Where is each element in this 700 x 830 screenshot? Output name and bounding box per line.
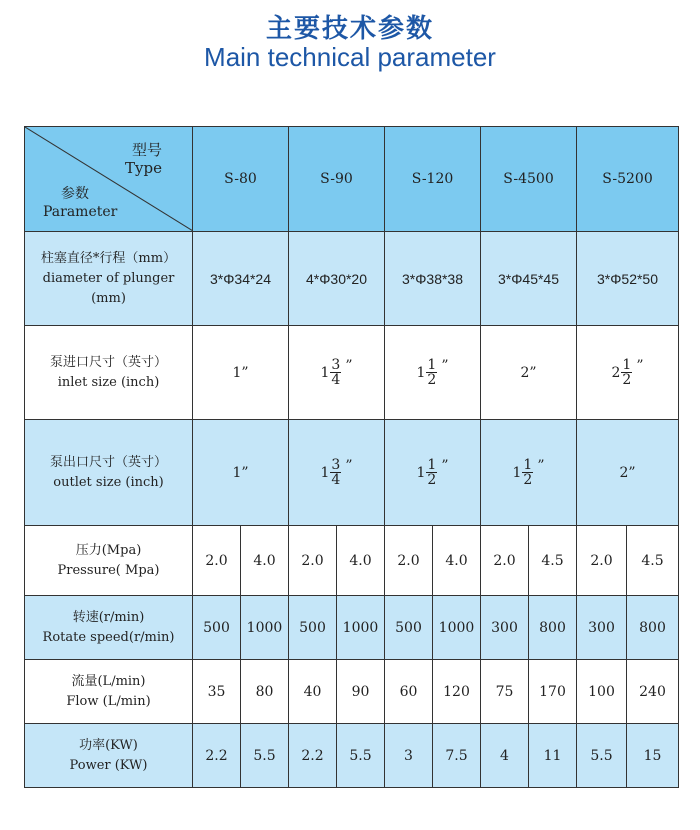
speed-label-en: Rotate speed(r/min) [42, 629, 175, 645]
model-header: S-90 [289, 127, 385, 232]
flow-label-cn: 流量(L/min) [71, 673, 146, 689]
speed-value: 500 [289, 596, 337, 660]
fraction-numerator: 1 [427, 457, 437, 473]
fraction-whole: 1 [416, 464, 426, 481]
type-label [125, 141, 162, 177]
fraction-stack [621, 358, 632, 387]
power-value: 5.5 [577, 724, 627, 788]
size-text: 2” [520, 364, 537, 381]
pressure-label [25, 526, 193, 596]
fraction-denominator: 2 [523, 472, 533, 488]
speed-label [25, 596, 193, 660]
type-label-cn: 型号 [131, 141, 162, 159]
speed-row [25, 596, 679, 660]
model-header: S-120 [385, 127, 481, 232]
plunger-value: 3*Φ34*24 [193, 232, 289, 326]
speed-value: 1000 [241, 596, 289, 660]
parameter-label-cn: 参数 [61, 186, 89, 202]
power-label-en: Power (KW) [69, 757, 148, 773]
size-text: 2” [619, 464, 636, 481]
flow-value: 75 [481, 660, 529, 724]
size-fraction [611, 358, 643, 387]
plunger-label-en: diameter of plunger (mm) [42, 270, 175, 306]
pressure-label-cn: 压力(Mpa) [75, 542, 142, 558]
inch-mark: ” [345, 458, 353, 474]
speed-value: 300 [577, 596, 627, 660]
speed-value: 500 [385, 596, 433, 660]
flow-value: 120 [433, 660, 481, 724]
flow-label-en: Flow (L/min) [66, 693, 151, 709]
fraction-denominator: 2 [427, 372, 437, 388]
inlet-value [193, 326, 289, 420]
model-header: S-80 [193, 127, 289, 232]
flow-row [25, 660, 679, 724]
outlet-label-cn: 泵出口尺寸（英寸） [49, 454, 167, 470]
size-fraction [320, 458, 352, 487]
fraction-denominator: 4 [331, 372, 341, 388]
fraction-numerator: 1 [523, 457, 533, 473]
fraction-stack [330, 458, 341, 487]
fraction-denominator: 4 [331, 472, 341, 488]
flow-value: 170 [529, 660, 577, 724]
outlet-value [385, 420, 481, 526]
power-value: 5.5 [337, 724, 385, 788]
power-value: 11 [529, 724, 577, 788]
outlet-value [577, 420, 679, 526]
fraction-stack [330, 358, 341, 387]
size-fraction [320, 358, 352, 387]
inlet-value [577, 326, 679, 420]
plunger-row [25, 232, 679, 326]
flow-value: 90 [337, 660, 385, 724]
inch-mark: ” [537, 458, 545, 474]
inch-mark: ” [441, 458, 449, 474]
pressure-value: 2.0 [193, 526, 241, 596]
power-value: 5.5 [241, 724, 289, 788]
model-header: S-5200 [577, 127, 679, 232]
pressure-row [25, 526, 679, 596]
inlet-row [25, 326, 679, 420]
power-value: 2.2 [289, 724, 337, 788]
header-row [25, 127, 679, 232]
inch-mark: ” [636, 358, 644, 374]
outlet-value [193, 420, 289, 526]
size-text: 1” [232, 464, 249, 481]
outlet-value [481, 420, 577, 526]
power-value: 4 [481, 724, 529, 788]
fraction-denominator: 2 [622, 372, 632, 388]
outlet-label-en: outlet size (inch) [53, 474, 164, 490]
size-fraction [416, 358, 448, 387]
pressure-value: 4.0 [241, 526, 289, 596]
fraction-stack [522, 458, 533, 487]
page-title-cn: 主要技术参数 [265, 14, 434, 44]
inlet-label-en: inlet size (inch) [57, 374, 160, 390]
outlet-row [25, 420, 679, 526]
plunger-value: 3*Φ52*50 [577, 232, 679, 326]
inlet-value [481, 326, 577, 420]
inlet-value [385, 326, 481, 420]
size-fraction [512, 458, 544, 487]
pressure-value: 2.0 [385, 526, 433, 596]
fraction-denominator: 2 [427, 472, 437, 488]
plunger-label [25, 232, 193, 326]
inlet-label-cn: 泵进口尺寸（英寸） [49, 354, 167, 370]
pressure-value: 4.5 [627, 526, 679, 596]
pressure-value: 4.5 [529, 526, 577, 596]
pressure-value: 4.0 [337, 526, 385, 596]
flow-value: 35 [193, 660, 241, 724]
inlet-value [289, 326, 385, 420]
speed-value: 1000 [337, 596, 385, 660]
power-label-cn: 功率(KW) [79, 737, 138, 753]
pressure-value: 4.0 [433, 526, 481, 596]
pressure-value: 2.0 [577, 526, 627, 596]
parameter-label-en: Parameter [43, 204, 118, 220]
speed-value: 300 [481, 596, 529, 660]
inlet-label [25, 326, 193, 420]
pressure-value: 2.0 [481, 526, 529, 596]
fraction-stack [426, 458, 437, 487]
speed-value: 500 [193, 596, 241, 660]
plunger-label-cn: 柱塞直径*行程（mm） [40, 250, 177, 266]
flow-label [25, 660, 193, 724]
plunger-value: 3*Φ45*45 [481, 232, 577, 326]
speed-value: 800 [627, 596, 679, 660]
power-label [25, 724, 193, 788]
flow-value: 60 [385, 660, 433, 724]
power-value: 3 [385, 724, 433, 788]
fraction-whole: 2 [611, 364, 621, 381]
power-value: 7.5 [433, 724, 481, 788]
power-value: 2.2 [193, 724, 241, 788]
outlet-label [25, 420, 193, 526]
power-value: 15 [627, 724, 679, 788]
speed-value: 1000 [433, 596, 481, 660]
flow-value: 100 [577, 660, 627, 724]
fraction-numerator: 3 [331, 357, 341, 373]
fraction-numerator: 1 [427, 357, 437, 373]
inch-mark: ” [345, 358, 353, 374]
speed-value: 800 [529, 596, 577, 660]
inch-mark: ” [441, 358, 449, 374]
fraction-stack [426, 358, 437, 387]
fraction-whole: 1 [512, 464, 522, 481]
flow-value: 240 [627, 660, 679, 724]
type-label-en: Type [125, 159, 162, 177]
fraction-whole: 1 [320, 464, 330, 481]
plunger-value: 3*Φ38*38 [385, 232, 481, 326]
page-title-en: Main technical parameter [204, 42, 496, 72]
size-fraction [416, 458, 448, 487]
power-row [25, 724, 679, 788]
model-header: S-4500 [481, 127, 577, 232]
parameter-label [43, 185, 117, 221]
parameter-table [24, 126, 679, 788]
fraction-numerator: 1 [622, 357, 632, 373]
plunger-value: 4*Φ30*20 [289, 232, 385, 326]
size-text: 1” [232, 364, 249, 381]
outlet-value [289, 420, 385, 526]
flow-value: 40 [289, 660, 337, 724]
fraction-whole: 1 [320, 364, 330, 381]
speed-label-cn: 转速(r/min) [72, 609, 145, 625]
fraction-whole: 1 [416, 364, 426, 381]
pressure-label-en: Pressure( Mpa) [57, 562, 160, 578]
header-corner-cell [25, 127, 193, 232]
pressure-value: 2.0 [289, 526, 337, 596]
fraction-numerator: 3 [331, 457, 341, 473]
flow-value: 80 [241, 660, 289, 724]
